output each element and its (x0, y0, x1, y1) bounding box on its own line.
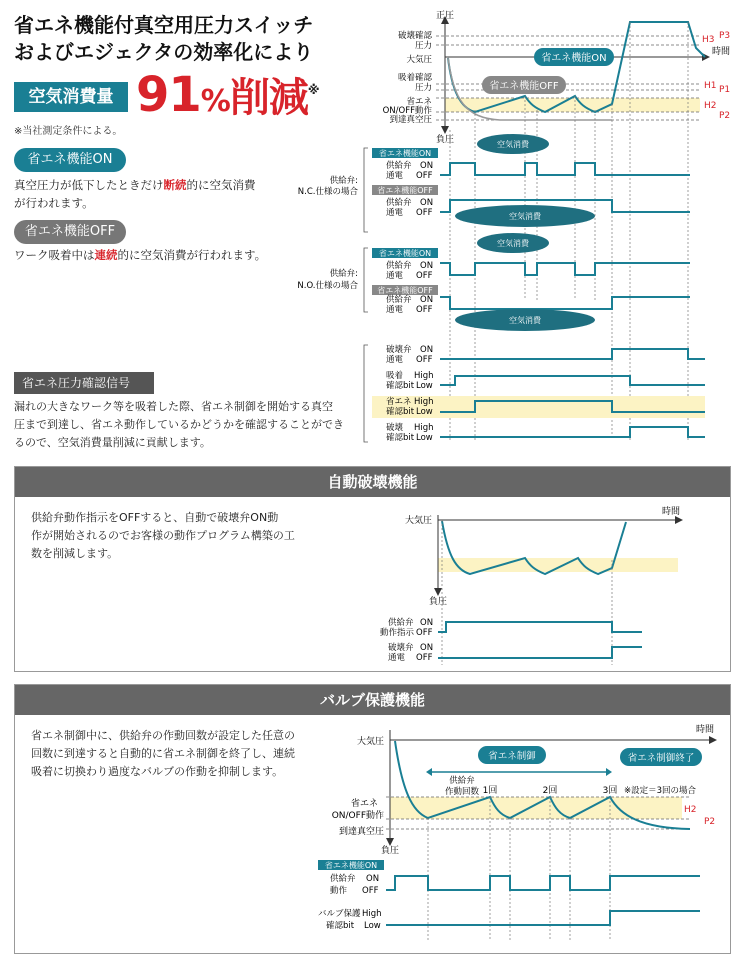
svg-text:省エネ制御終了: 省エネ制御終了 (627, 753, 695, 764)
axis-arrow-down-icon (434, 588, 442, 596)
svg-text:OFF: OFF (416, 355, 433, 365)
axis-arrow-down-icon (441, 126, 449, 134)
auto-destroy-diagram (370, 500, 690, 668)
svg-text:OFF: OFF (416, 208, 433, 218)
suction-bit-signal (440, 376, 705, 385)
no-on-signal (440, 263, 690, 275)
page-title: 省エネ機能付真空用圧力スイッチ およびエジェクタの効率化により (14, 13, 314, 64)
svg-text:時間: 時間 (662, 507, 681, 517)
svg-text:通電: 通電 (388, 653, 406, 663)
y-label-pressure2: 圧力 (414, 83, 432, 93)
svg-text:ON: ON (420, 618, 434, 628)
intermittent-highlight: 断続 (163, 178, 187, 192)
svg-text:供給弁: 供給弁 (386, 161, 412, 171)
footnote-mark: ※ (307, 83, 319, 97)
time-arrow-icon (709, 736, 717, 744)
cloud-icon (455, 205, 595, 227)
svg-text:時間: 時間 (696, 725, 715, 735)
nc-on-signal (440, 163, 690, 175)
svg-text:通電: 通電 (386, 355, 404, 365)
svg-text:空気消費: 空気消費 (497, 140, 529, 149)
cloud-icon (477, 233, 549, 253)
valve-action-signal (386, 876, 700, 890)
svg-text:Low: Low (416, 381, 433, 391)
svg-text:到達真空圧: 到達真空圧 (338, 827, 384, 837)
svg-text:省エネ機能ON: 省エネ機能ON (541, 53, 607, 64)
neg-pressure-label: 負圧 (435, 135, 455, 145)
svg-text:破壊: 破壊 (386, 423, 404, 433)
svg-text:ON: ON (420, 295, 434, 305)
auto-destroy-signal (438, 647, 642, 658)
y-label-reach: 到達真空圧 (389, 115, 432, 125)
air-consumption-badge: 空気消費量 (14, 82, 128, 112)
svg-text:空気消費: 空気消費 (497, 239, 529, 248)
svg-text:P2: P2 (704, 817, 716, 827)
destroy-valve-signal (440, 349, 705, 359)
svg-text:OFF: OFF (416, 305, 433, 315)
no-valve-label: 供給弁: (329, 269, 358, 279)
axis-arrow-down-icon (386, 838, 394, 846)
svg-text:High: High (414, 423, 434, 433)
continuous-highlight: 連続 (94, 248, 118, 262)
svg-text:ON: ON (420, 643, 434, 653)
percent-unit: % (200, 84, 230, 119)
valve-protection-diagram (300, 720, 730, 952)
svg-text:OFF: OFF (416, 171, 433, 181)
svg-text:ON: ON (366, 874, 380, 884)
level-h1: H1 (704, 81, 717, 91)
svg-text:吸着: 吸着 (386, 371, 404, 381)
level-p1: P1 (719, 85, 731, 95)
nc-valve-label: 供給弁: (329, 176, 358, 186)
svg-text:H2: H2 (684, 805, 697, 815)
cloud-icon (477, 134, 549, 154)
svg-text:省エネ: 省エネ (386, 397, 412, 407)
svg-text:ON: ON (420, 161, 434, 171)
level-h3: H3 (702, 35, 715, 45)
svg-text:破壊弁: 破壊弁 (386, 345, 412, 355)
svg-text:Low: Low (364, 921, 381, 931)
svg-text:省エネ機能OFF: 省エネ機能OFF (377, 286, 433, 295)
svg-text:確認bit: 確認bit (386, 433, 415, 443)
svg-text:省エネ機能ON: 省エネ機能ON (378, 249, 432, 258)
svg-text:ON/OFF動作: ON/OFF動作 (331, 811, 384, 821)
svg-text:通電: 通電 (386, 171, 404, 181)
y-label-destroy: 破壊確認 (397, 31, 432, 41)
svg-text:バルブ保護: バルブ保護 (318, 909, 361, 919)
reduction-percent: 91 (136, 67, 201, 123)
y-label-atm: 大気圧 (406, 55, 432, 65)
svg-text:省エネ: 省エネ (350, 799, 378, 809)
auto-destroy-text: 供給弁動作指示をOFFすると、自動で破壊弁ON動 作が開始されるのでお客様の動作プログラム構築の工 数を削減します。 (31, 511, 295, 560)
svg-text:通電: 通電 (386, 271, 404, 281)
svg-text:Low: Low (416, 433, 433, 443)
svg-text:3回: 3回 (602, 786, 618, 796)
energy-save-off-text: ワーク吸着中は連続的に空気消費が行われます。 (14, 248, 267, 262)
svg-text:供給弁: 供給弁 (449, 776, 475, 786)
svg-text:High: High (414, 397, 434, 407)
cloud-icon (455, 309, 595, 331)
svg-text:OFF: OFF (362, 886, 379, 896)
destroy-bit-signal (440, 427, 705, 437)
svg-text:大気圧: 大気圧 (404, 516, 432, 526)
svg-text:空気消費: 空気消費 (509, 212, 541, 221)
svg-text:ON: ON (420, 345, 434, 355)
energy-save-on-text: 真空圧力が低下したときだけ断続的に空気消費 が行われます。 (14, 178, 256, 210)
pos-pressure-label: 正圧 (435, 11, 455, 21)
svg-text:負圧: 負圧 (428, 597, 448, 607)
svg-text:作動回数: 作動回数 (444, 787, 480, 797)
auto-destroy-title: 自動破壊機能 (15, 467, 730, 497)
svg-text:OFF: OFF (416, 653, 433, 663)
svg-text:破壊弁: 破壊弁 (388, 643, 414, 653)
svg-text:通電: 通電 (386, 208, 404, 218)
level-p2: P2 (719, 111, 731, 121)
svg-text:ON: ON (420, 198, 434, 208)
svg-text:※設定＝3回の場合: ※設定＝3回の場合 (624, 786, 697, 796)
svg-text:省エネ機能OFF: 省エネ機能OFF (489, 81, 559, 92)
svg-text:供給弁: 供給弁 (386, 261, 412, 271)
svg-text:供給弁: 供給弁 (330, 874, 356, 884)
svg-text:通電: 通電 (386, 305, 404, 315)
valve-protect-signal (386, 911, 700, 925)
level-p3: P3 (719, 31, 731, 41)
y-label-suction: 吸着確認 (397, 73, 432, 83)
time-label: 時間 (712, 47, 731, 57)
measurement-note: ※当社測定条件による。 (14, 126, 123, 137)
svg-text:供給弁: 供給弁 (388, 618, 414, 628)
energy-save-off-label: 省エネ機能OFF (14, 220, 126, 244)
svg-text:供給弁: 供給弁 (386, 198, 412, 208)
svg-text:High: High (362, 909, 382, 919)
svg-text:確認bit: 確認bit (386, 381, 415, 391)
svg-text:供給弁: 供給弁 (386, 295, 412, 305)
svg-text:省エネ機能ON: 省エネ機能ON (324, 861, 378, 870)
svg-text:動作指示: 動作指示 (380, 628, 415, 638)
svg-text:ON: ON (420, 261, 434, 271)
svg-text:大気圧: 大気圧 (356, 737, 384, 747)
valve-protection-text: 省エネ制御中に、供給弁の作動回数が設定した任意の 回数に到達すると自動的に省エネ制御を終了し、連続 吸着に切換わり過度なバルブの作動を抑制します。 (31, 729, 295, 778)
svg-text:High: High (414, 371, 434, 381)
svg-text:OFF: OFF (416, 628, 433, 638)
svg-text:省エネ制御: 省エネ制御 (488, 751, 536, 762)
energy-save-timing-diagram (290, 8, 740, 450)
svg-text:確認bit: 確認bit (326, 921, 355, 931)
confirm-signal-text: 漏れの大きなワーク等を吸着した際、省エネ制御を開始する真空 圧まで到達し、省エネ動作しているかどうかを確認することができ るので、空気消費量削減に貢献します。 (14, 400, 344, 449)
auto-cmd-signal (438, 622, 642, 632)
svg-text:動作: 動作 (330, 886, 348, 896)
time-arrow-icon (675, 516, 683, 524)
svg-text:Low: Low (416, 407, 433, 417)
y-label-onoff: ON/OFF動作 (382, 106, 432, 116)
no-off-signal (440, 297, 690, 309)
svg-text:2回: 2回 (542, 786, 558, 796)
svg-text:省エネ機能ON: 省エネ機能ON (378, 149, 432, 158)
no-spec-label: N.O.仕様の場合 (297, 281, 358, 291)
nc-spec-label: N.C.仕様の場合 (297, 187, 358, 197)
valve-protection-title: バルブ保護機能 (15, 685, 730, 715)
level-h2: H2 (704, 101, 717, 111)
svg-text:省エネ機能OFF: 省エネ機能OFF (377, 186, 433, 195)
confirm-signal-label: 省エネ圧力確認信号 (14, 372, 154, 394)
energy-save-on-label: 省エネ機能ON (14, 148, 126, 172)
svg-text:確認bit: 確認bit (386, 407, 415, 417)
y-label-save: 省エネ (406, 97, 432, 107)
y-label-pressure: 圧力 (414, 41, 432, 51)
reduction-word: 削減 (229, 75, 308, 121)
svg-text:1回: 1回 (482, 786, 498, 796)
svg-text:OFF: OFF (416, 271, 433, 281)
svg-text:負圧: 負圧 (380, 846, 400, 856)
svg-text:空気消費: 空気消費 (509, 316, 541, 325)
